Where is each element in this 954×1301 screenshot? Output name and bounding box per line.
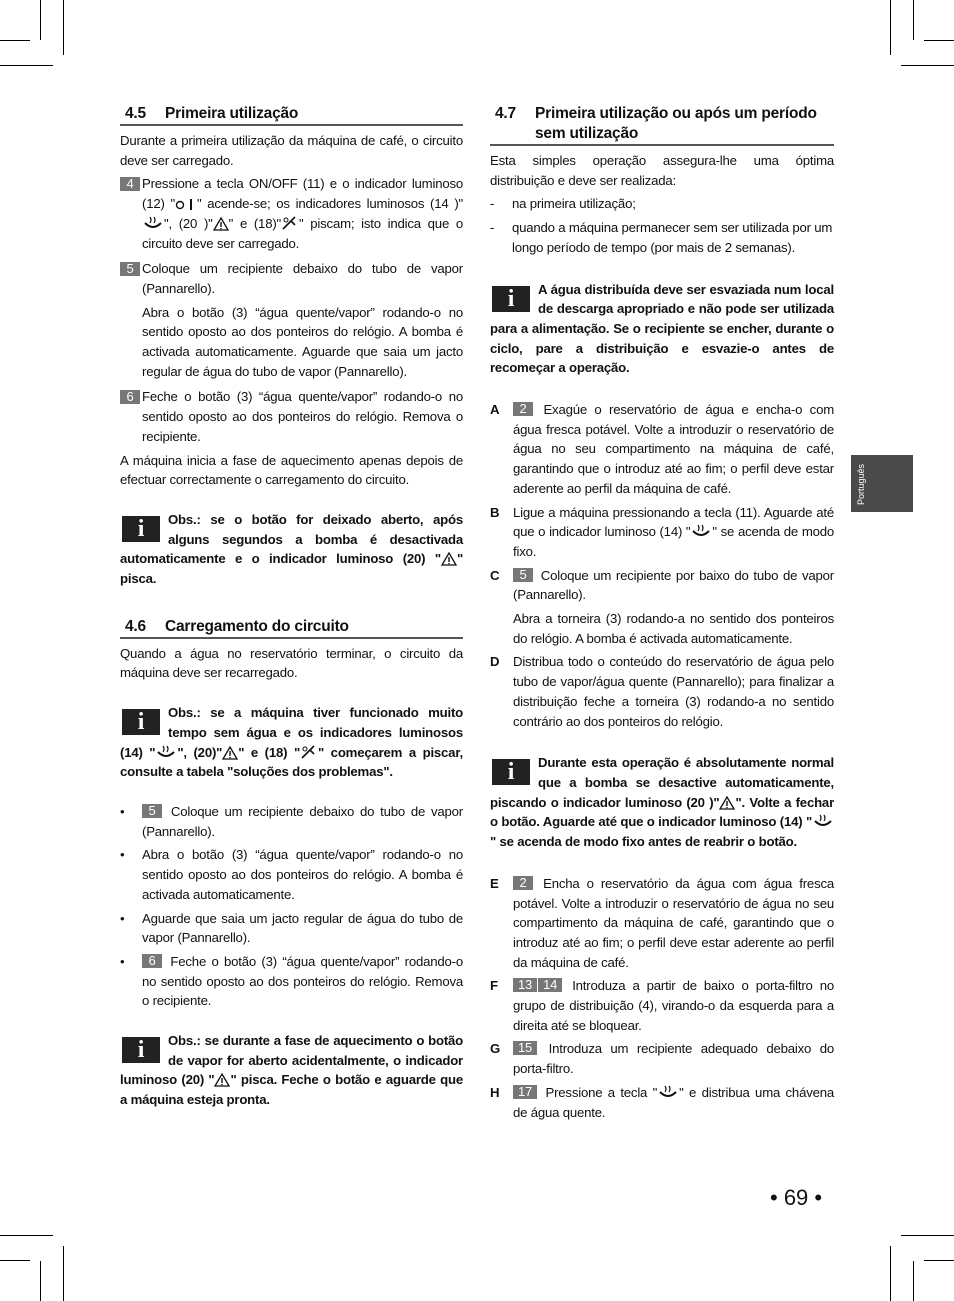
step-text: Encha o reservatório da água com água fresca potável. Volte a introduzir o reservatório de água no seu compartimento da máquina de café, garantindo que o introduz até ao fim; o perfil deve estar aderente ao perfil da máquina de café. [513,875,834,970]
list-item [120,909,463,948]
warning-icon [719,796,735,810]
step-badge: 5 [142,804,162,818]
section-heading-4-7 [490,104,834,146]
section-heading-4-6 [120,617,463,639]
section-title: Primeira utilização ou após um período sem utilização [535,105,817,142]
step-badge: 15 [513,1041,537,1055]
left-column [120,104,463,1110]
list-text: quando a máquina permanecer sem ser utilizada por um longo período de tempo (por mais de 2 semanas). [512,220,833,255]
note-text: ". Volte a fechar o botão. Aguarde até que o indicador luminoso (14) " [490,794,834,830]
crop-mark [901,1235,954,1236]
bullet: • [120,803,125,819]
info-note [490,280,834,379]
note-text: Obs.: se a máquina tiver funcionado muito tempo sem água e os indicadores luminosos (14) " [120,705,463,760]
step-badge: 4 [120,177,140,191]
step-G [490,1039,834,1078]
list-item [490,218,834,257]
section-title: Primeira utilização [165,105,299,122]
step-badge: 6 [120,390,140,404]
section-number: 4.6 [125,617,146,635]
info-icon: i [122,709,160,735]
step-text: Feche o botão (3) “água quente/vapor” rodando-o no sentido oposto ao dos ponteiros do relógio. Remova o recipiente. [142,389,463,444]
note-text: " pisca. [120,551,463,587]
section-intro: Esta simples operação assegura-lhe uma óptima distribuição e deve ser realizada: [490,153,834,188]
descale-icon [300,744,318,760]
section-intro: Durante a primeira utilização da máquina de café, o circuito deve ser carregado. [120,133,463,168]
step-text: Pressione a tecla ON/OFF (11) e o indicador luminoso (12) " [142,176,463,212]
crop-mark [924,1260,954,1261]
step-B [490,503,834,562]
step-text: " e (18)" [228,215,282,231]
note-text: " pisca. Feche o botão e aguarde que a máquina esteja pronta. [120,1072,463,1108]
list-text: Feche o botão (3) “água quente/vapor” rodando-o no sentido oposto ao dos ponteiros do relógio. Remova o recipiente. [142,953,464,1009]
bullet: • [120,847,125,863]
crop-mark [63,0,64,55]
list-text: Abra o botão (3) “água quente/vapor” rodando-o no sentido oposto ao dos ponteiros do relógio. A bomba é activada automaticamente. [142,847,463,902]
step-badge: 13 [513,978,537,992]
note-text: Obs.: se o botão for deixado aberto, após alguns segundos a bomba é desactivada automaticamente e o indicador luminoso (20) " [120,511,463,567]
step-H [490,1083,834,1122]
info-icon: i [492,286,530,312]
note-text: Obs.: se durante a fase de aquecimento o botão de vapor for aberto acidentalmente, o indicador luminoso (20) " [120,1033,463,1088]
list-text: na primeira utilização; [512,196,636,212]
step-A [490,400,834,499]
list-item [120,845,463,904]
step-text: Coloque um recipiente por baixo do tubo de vapor (Pannarello). [513,567,834,603]
section-number: 4.7 [495,105,516,122]
language-label: Português [856,463,866,505]
step-text: Exagúe o reservatório de água e encha-o com água fresca potável. Volte a introduzir o reservatório de água no seu compartimento na máquina de café, garantindo que o introduz até ao fim; o perfil deve estar aderente ao perfil da máquina de café. [513,402,834,496]
crop-mark [913,1261,914,1301]
crop-mark [0,65,53,66]
step-letter: B [490,504,500,520]
step-text: Pressione a tecla " [545,1084,658,1100]
note-text: A água distribuída deve ser esvaziada num local de descarga apropriado e não pode ser utilizada para a alimentação. Se o recipiente se encher, durante o ciclo, pare a distribuição e esvazie-o antes de recomeçar a operação. [490,281,834,376]
language-tab [851,455,913,512]
dash: - [490,220,495,236]
hot-water-icon [657,1084,679,1100]
crop-mark [0,40,30,41]
info-note [120,510,463,589]
bullet: • [120,910,125,926]
info-note [120,703,463,782]
note-text: " e (18) " [238,744,300,760]
step-text: " acende-se; os indicadores luminosos (14 )" [196,196,463,212]
info-icon: i [492,759,530,785]
info-note [120,1031,463,1110]
hot-water-icon [812,813,834,829]
step-letter: A [490,402,500,418]
step-C-continued [490,609,834,648]
section-number: 4.5 [125,105,146,122]
step-letter: F [490,978,498,994]
step-text: Introduza um recipiente adequado debaixo do porta-filtro. [513,1041,834,1077]
step-C [490,566,834,605]
crop-mark [913,0,914,40]
info-note [490,753,834,852]
crop-mark [63,1246,64,1301]
note-text: " começarem a piscar, consulte a tabela "soluções dos problemas". [120,744,463,780]
page-number: • 69 • [770,1185,823,1210]
step-text: Abra a torneira (3) rodando-a no sentido dos ponteiros do relógio. A bomba é activada automaticamente. [513,611,834,646]
hot-water-icon [155,744,177,760]
step-text: " e distribua uma chávena de água quente. [513,1084,834,1120]
step-text: " se acenda de modo fixo. [513,524,835,559]
step-letter: G [490,1041,501,1057]
note-text: ", (20)" [177,744,223,760]
step-5 [120,259,463,298]
section-outro: A máquina inicia a fase de aquecimento apenas depois de efectuar correctamente o carregamento do circuito. [120,452,463,488]
step-4 [120,174,463,253]
crop-mark [0,1260,30,1261]
step-5-continued: Abra o botão (3) “água quente/vapor” rodando-o no sentido oposto ao dos ponteiros do relógio. A bomba é activada automaticamente. Aguarde que saia um jacto regular de água do tubo de vapor (Pannarello). [142,304,463,379]
step-text: Distribua todo o conteúdo do reservatório de água pelo tubo de vapor/água quente (Pannarello); para finalizar a distribuição feche a torneira (3) rodando-a no sentido contrário ao dos ponteiros do relógio. [513,654,834,729]
step-badge: 6 [142,954,162,968]
hot-water-icon [690,523,712,539]
note-text: " se acenda de modo fixo antes de reabrir o botão. [490,834,797,850]
section-intro: Quando a água no reservatório terminar, o circuito da máquina deve ser recarregado. [120,645,463,681]
list-text: Aguarde que saia um jacto regular de água do tubo de vapor (Pannarello). [142,910,463,946]
crop-mark [40,1261,41,1301]
right-column [490,104,834,1122]
crop-mark [890,0,891,55]
step-badge: 5 [120,262,140,276]
step-badge: 5 [513,568,533,582]
step-D [490,652,834,731]
list-text: Coloque um recipiente debaixo do tubo de vapor (Pannarello). [142,803,463,839]
warning-icon [441,552,457,566]
step-text: " piscam; isto indica que o circuito deve ser carregado. [142,215,463,251]
step-badge: 17 [513,1085,537,1099]
list-item [490,194,834,214]
descale-icon [281,215,299,231]
info-icon: i [122,1037,160,1063]
hot-water-icon [142,215,164,231]
step-text: Introduza a partir de baixo o porta-filtro no grupo de distribuição (4), virando-o da esquerda para a direita até se bloquear. [513,978,834,1033]
list-item [120,802,463,841]
crop-mark [0,1235,53,1236]
step-letter: E [490,875,499,891]
warning-icon [213,217,229,231]
crop-mark [890,1246,891,1301]
crop-mark [40,0,41,40]
section-title: Carregamento do circuito [165,617,349,635]
step-letter: C [490,567,500,583]
step-6 [120,387,463,446]
warning-icon [214,1073,230,1087]
warning-icon [222,746,238,760]
step-badge: 2 [513,402,533,416]
step-badge: 14 [538,978,562,992]
step-badge: 2 [513,876,533,890]
bullet: • [120,953,125,969]
dash: - [490,196,495,212]
step-letter: D [490,654,500,670]
section-heading-4-5 [120,104,463,126]
note-text: Durante esta operação é absolutamente normal que a bomba se desactive automaticamente, piscando o indicador luminoso (20 )" [490,755,834,810]
step-F [490,976,834,1035]
crop-mark [901,65,954,66]
info-icon: i [122,516,160,542]
step-text: Coloque um recipiente debaixo do tubo de vapor (Pannarello). [142,261,463,296]
power-icon [175,198,197,211]
step-text: ", (20 )" [164,215,213,231]
step-text: Ligue a máquina pressionando a tecla (11). Aguarde até que o indicador luminoso (14) " [513,504,834,540]
step-E [490,874,834,973]
list-item [120,952,463,1011]
crop-mark [924,40,954,41]
step-letter: H [490,1084,500,1100]
